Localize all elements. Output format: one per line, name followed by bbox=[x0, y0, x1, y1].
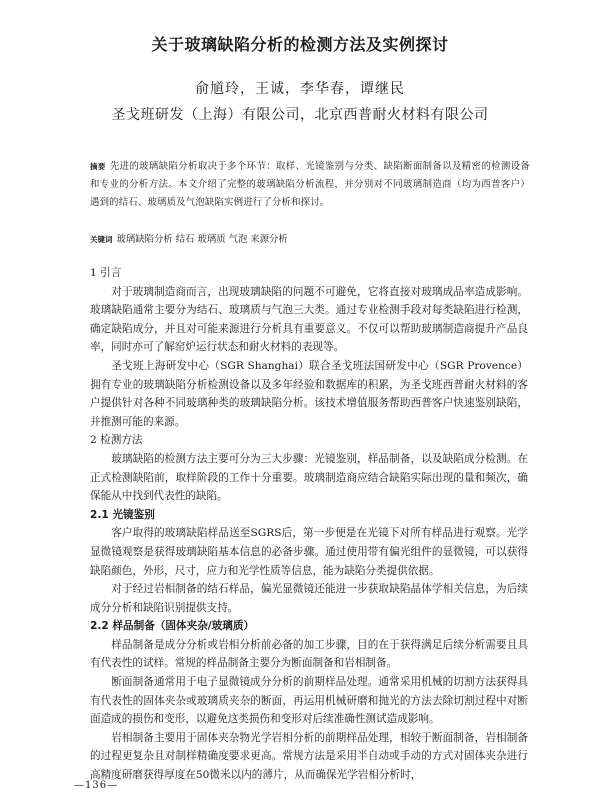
affiliation: 圣戈班研发（上海）有限公司，北京西普耐火材料有限公司 bbox=[111, 107, 489, 123]
abstract-tag: 摘要 bbox=[90, 162, 106, 171]
paragraph: 对于经过岩相制备的结石样品，偏光显微镜还能进一步获取缺陷晶体学相关信息，为后续成分分析和缺陷识别提供支持。 bbox=[90, 583, 528, 614]
paragraph: 客户取得的玻璃缺陷样品送至SGRS后，第一步便是在光镜下对所有样品进行观察。光学显微镜观察是获得玻璃缺陷基本信息的必备步骤。通过使用带有偏光组件的显微镜，可以获得缺陷颜色，外形，尺寸，应力和光学性质等信息，能为缺陷分类提供依据。 bbox=[90, 527, 528, 577]
paragraph: 对于玻璃制造商而言，出现玻璃缺陷的问题不可避免，它将直接对玻璃成品率造成影响。玻璃缺陷通常主要分为结石、玻璃质与气泡三大类。通过专业检测手段对每类缺陷进行检测，确定缺陷成分，并且对可能来源进行分析具有重要意义。不仅可以帮助玻璃制造商提升产品良率，同时亦可了解窑炉运行状态和耐火材料的表现等。 bbox=[90, 285, 528, 354]
body-text bbox=[90, 264, 528, 785]
paragraph: 玻璃缺陷的检测方法主要可分为三大步骤：光镜鉴别，样品制备，以及缺陷成分检测。在正式检测缺陷前，取样阶段的工作十分重要。玻璃制造商应结合缺陷实际出现的量和频次，确保能从中找到代表性的缺陷。 bbox=[90, 452, 528, 503]
abstract bbox=[90, 158, 530, 212]
abstract-text: 先进的玻璃缺陷分析取决于多个环节：取样、光镜鉴别与分类、缺陷断面制备以及精密的检测设备和专业的分析方法。本文介绍了完整的玻璃缺陷分析流程，并分别对不同玻璃制造商（均为西普客户）遇到的结石、玻璃质及气泡缺陷实例进行了分析和探讨。 bbox=[90, 161, 530, 208]
section-heading-methods: 2 检测方法 bbox=[90, 434, 143, 447]
author-list: 俞馗玲，王诚，李华春，谭继民 bbox=[195, 81, 405, 97]
keywords bbox=[90, 232, 530, 248]
section-heading-optical: 2.1 光镜鉴别 bbox=[90, 508, 155, 521]
paragraph: 岩相制备主要用于固体夹杂物光学岩相分析的前期样品处理，相较于断面制备，岩相制备的过程更复杂且对制样精确度要求更高。常规方法是采用半自动或手动的方式对固体夹杂进行高精度研磨获得厚度在50微米以内的薄片，从而确保光学岩相分析时， bbox=[90, 731, 528, 782]
paper-title: 关于玻璃缺陷分析的检测方法及实例探讨 bbox=[151, 35, 449, 54]
page-number: —136— bbox=[74, 780, 119, 791]
paragraph: 圣戈班上海研发中心（SGR Shanghai）联合圣戈班法国研发中心（SGR Provence）拥有专业的玻璃缺陷分析检测设备以及多年经验和数据库的积累，为圣戈班西普耐火材料的客户提供针对各种不同玻璃种类的玻璃缺陷分析。该技术增值服务帮助西普客户快速鉴别缺陷，并推测可能的来源。 bbox=[90, 359, 528, 428]
paragraph: 样品制备是成分分析或岩相分析前必备的加工步骤，目的在于获得满足后续分析需要且具有代表性的试样。常规的样品制备主要分为断面制备和岩相制备。 bbox=[90, 638, 528, 670]
section-heading-introduction: 1 引言 bbox=[90, 267, 122, 279]
keywords-text: 玻璃缺陷分析 结石 玻璃质 气泡 来源分析 bbox=[116, 234, 288, 245]
keywords-tag: 关键词 bbox=[90, 235, 113, 244]
section-heading-sample-prep: 2.2 样品制备（固体夹杂/玻璃质） bbox=[90, 620, 255, 633]
paragraph: 断面制备通常用于电子显微镜成分分析的前期样品处理。通常采用机械的切割方法获得具有代表性的固体夹杂或玻璃质夹杂的断面，再运用机械研磨和抛光的方法去除切割过程中对断面造成的损伤和变形，以避免这类损伤和变形对后续准确性测试造成影响。 bbox=[90, 676, 528, 726]
